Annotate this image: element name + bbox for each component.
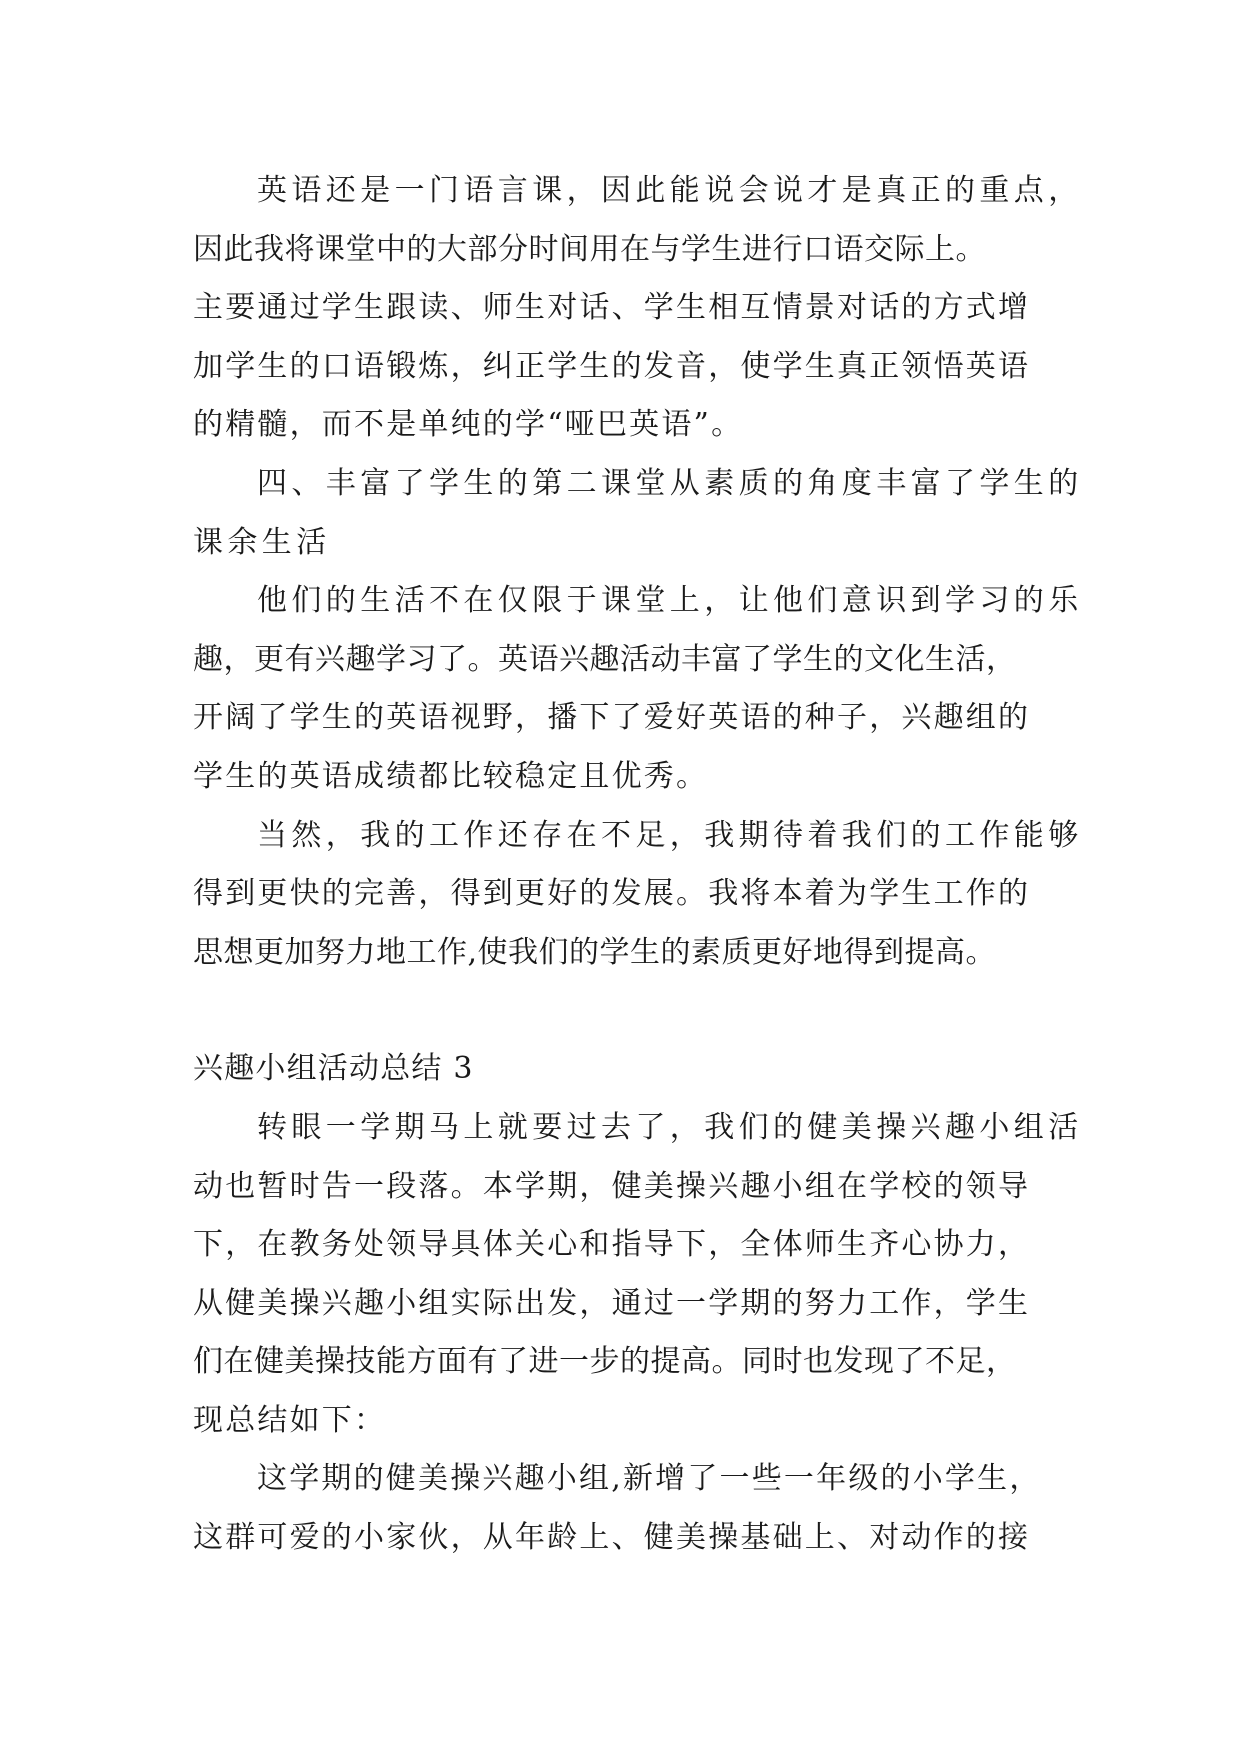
paragraph-line: 开阔了学生的英语视野，播下了爱好英语的种子，兴趣组的 <box>193 700 1031 736</box>
paragraph-line: 他们的生活不在仅限于课堂上，让他们意识到学习的乐 <box>257 583 1083 619</box>
paragraph-line: 英语还是一门语言课，因此能说会说才是真正的重点， <box>257 173 1083 208</box>
document-body <box>193 162 1083 1568</box>
paragraph-line: 从健美操兴趣小组实际出发，通过一学期的努力工作，学生 <box>193 1285 1031 1321</box>
paragraph-line: 课余生活 <box>193 524 331 560</box>
paragraph-line: 转眼一学期马上就要过去了，我们的健美操兴趣小组活 <box>257 1109 1083 1145</box>
paragraph-line: 当然，我的工作还存在不足，我期待着我们的工作能够 <box>257 817 1083 853</box>
paragraph-line: 思想更加努力地工作,使我们的学生的素质更好地得到提高。 <box>193 934 997 970</box>
paragraph-line: 们在健美操技能方面有了进一步的提高。同时也发现了不足， <box>193 1344 1017 1380</box>
paragraph-line: 的精髓，而不是单纯的学“哑巴英语”。 <box>193 407 744 443</box>
paragraph-line: 因此我将课堂中的大部分时间用在与学生进行口语交际上。 <box>193 231 986 267</box>
paragraph-line: 动也暂时告一段落。本学期，健美操兴趣小组在学校的领导 <box>193 1168 1031 1204</box>
paragraph-line: 下，在教务处领导具体关心和指导下，全体师生齐心协力， <box>193 1227 1031 1263</box>
paragraph-line: 四、丰富了学生的第二课堂从素质的角度丰富了学生的 <box>257 465 1083 501</box>
section-gap <box>193 982 1063 1040</box>
paragraph-line: 主要通过学生跟读、师生对话、学生相互情景对话的方式增 <box>193 290 1031 326</box>
paragraph-line: 这学期的健美操兴趣小组,新增了一些一年级的小学生， <box>257 1461 1042 1497</box>
paragraph-line: 学生的英语成绩都比较稳定且优秀。 <box>193 758 709 794</box>
paragraph-line: 趣，更有兴趣学习了。英语兴趣活动丰富了学生的文化生活， <box>193 641 1017 677</box>
section-heading: 兴趣小组活动总结 3 <box>193 1051 474 1087</box>
paragraph-line: 现总结如下： <box>193 1402 387 1438</box>
paragraph-line: 得到更快的完善，得到更好的发展。我将本着为学生工作的 <box>193 876 1031 912</box>
paragraph-line: 加学生的口语锻炼，纠正学生的发音，使学生真正领悟英语 <box>193 348 1031 384</box>
paragraph-line: 这群可爱的小家伙，从年龄上、健美操基础上、对动作的接 <box>193 1520 1031 1556</box>
